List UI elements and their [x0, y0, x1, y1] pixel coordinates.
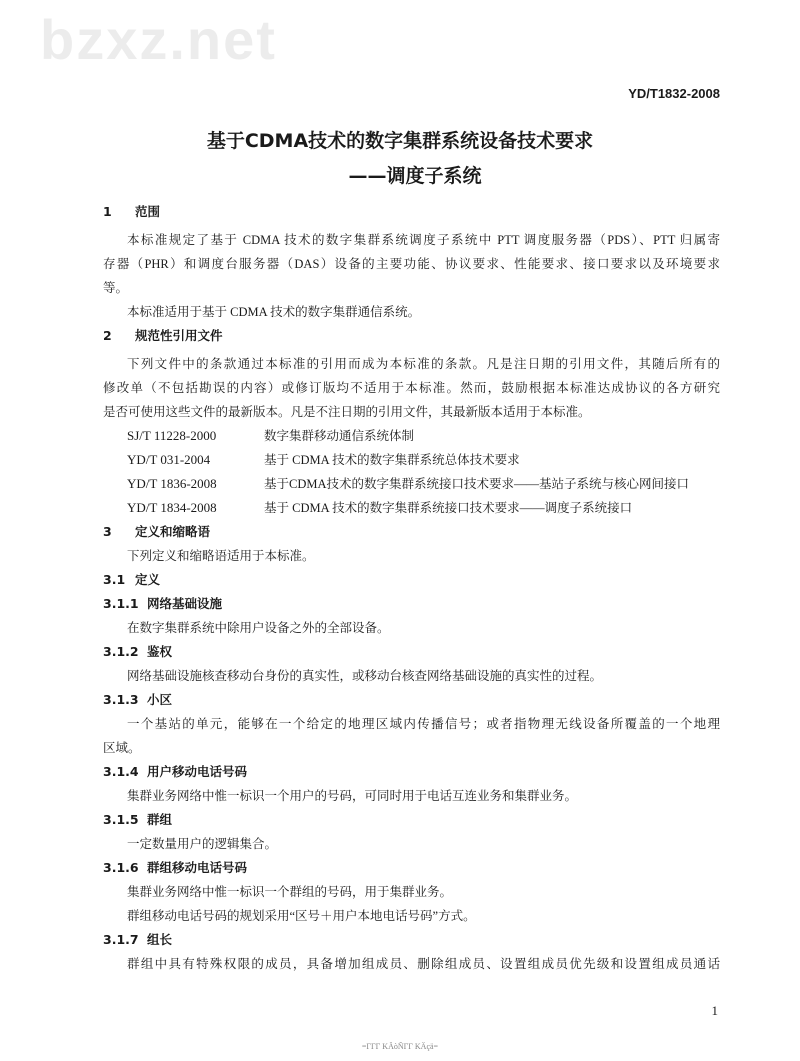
reference-title: 基于 CDMA 技术的数字集群系统总体技术要求	[264, 453, 520, 467]
document-subtitle: ——调度子系统	[348, 165, 482, 187]
definition-text: 一个基站的单元，能够在一个给定的地理区域内传播信号；或者指物理无线设备所覆盖的一个地理	[127, 717, 720, 731]
section-number: 3.1.6	[103, 860, 139, 875]
section-number: 3.1.1	[103, 596, 139, 611]
page-footer: =ΓΓΓ KÄòÑΓΓ KÄçä=	[361, 1042, 439, 1051]
section-title: 鉴权	[147, 644, 173, 659]
definition-heading	[103, 688, 720, 712]
section-number: 3.1	[103, 572, 126, 587]
section-number: 3.1.7	[103, 932, 139, 947]
section-number: 2	[103, 328, 112, 343]
reference-row	[103, 472, 720, 496]
definition-text: 在数字集群系统中除用户设备之外的全部设备。	[127, 621, 390, 635]
reference-title: 基于CDMA技术的数字集群系统接口技术要求——基站子系统与核心网间接口	[264, 477, 690, 491]
reference-row	[103, 496, 720, 520]
definition-heading	[103, 640, 720, 664]
reference-title: 数字集群移动通信系统体制	[264, 429, 415, 443]
section-title: 范围	[135, 204, 161, 219]
document-code: YD/T1832-2008	[628, 86, 720, 101]
section-title: 定义和缩略语	[135, 524, 211, 539]
reference-row	[103, 448, 720, 472]
document-title: 基于CDMA技术的数字集群系统设备技术要求	[206, 130, 594, 152]
definition-text: 一定数量用户的逻辑集合。	[127, 837, 278, 851]
paragraph: 本标准适用于基于 CDMA 技术的数字集群通信系统。	[127, 305, 421, 319]
section-title: 定义	[135, 572, 161, 587]
paragraph-line: 修改单（不包括勘误的内容）或修订版均不适用于本标准。然而，鼓励根据本标准达成协议的各方研究	[103, 381, 720, 395]
reference-code: YD/T 031-2004	[127, 452, 211, 467]
reference-code: YD/T 1834-2008	[127, 500, 217, 515]
section-number: 3.1.5	[103, 812, 139, 827]
section-title: 规范性引用文件	[135, 328, 223, 343]
section-number: 1	[103, 204, 112, 219]
definition-heading	[103, 760, 720, 784]
section-number: 3	[103, 524, 112, 539]
definition-heading	[103, 592, 720, 616]
paragraph-line: 等。	[103, 281, 129, 295]
page-number: 1	[711, 1003, 718, 1018]
definition-heading	[103, 928, 720, 952]
section-title: 小区	[147, 692, 173, 707]
paragraph-line: 是否可使用这些文件的最新版本。凡是不注日期的引用文件，其最新版本适用于本标准。	[103, 405, 591, 419]
section-title: 群组	[147, 812, 173, 827]
paragraph-line: 下列文件中的条款通过本标准的引用而成为本标准的条款。凡是注日期的引用文件，其随后所有的	[127, 357, 720, 371]
document-body	[103, 200, 720, 976]
section-number: 3.1.3	[103, 692, 139, 707]
definition-text: 群组移动电话号码的规划采用“区号＋用户本地电话号码”方式。	[127, 909, 476, 923]
definition-text: 集群业务网络中惟一标识一个群组的号码，用于集群业务。	[127, 885, 453, 899]
definition-text: 区域。	[103, 741, 141, 755]
reference-row	[103, 424, 720, 448]
subsection-heading-3-1	[103, 568, 720, 592]
section-title: 网络基础设施	[147, 596, 223, 611]
reference-code: YD/T 1836-2008	[127, 476, 217, 491]
section-title: 组长	[147, 932, 173, 947]
paragraph: 下列定义和缩略语适用于本标准。	[127, 549, 315, 563]
definition-heading	[103, 808, 720, 832]
definition-text: 群组中具有特殊权限的成员，具备增加组成员、删除组成员、设置组成员优先级和设置组成员通话	[127, 957, 720, 971]
section-heading-1	[103, 200, 720, 224]
section-number: 3.1.2	[103, 644, 139, 659]
section-heading-3	[103, 520, 720, 544]
section-heading-2	[103, 324, 720, 348]
reference-code: SJ/T 11228-2000	[127, 428, 217, 443]
watermark: bzxz.net	[40, 8, 277, 71]
paragraph-line: 本标准规定了基于 CDMA 技术的数字集群系统调度子系统中 PTT 调度服务器（PDS）、PTT 归属寄	[127, 233, 720, 247]
definition-text: 网络基础设施核查移动台身份的真实性，或移动台核查网络基础设施的真实性的过程。	[127, 669, 603, 683]
paragraph-line: 存器（PHR）和调度台服务器（DAS）设备的主要功能、协议要求、性能要求、接口要求以及环境要求	[103, 257, 720, 271]
reference-title: 基于 CDMA 技术的数字集群系统接口技术要求——调度子系统接口	[264, 501, 633, 515]
section-title: 群组移动电话号码	[147, 860, 248, 875]
definition-text: 集群业务网络中惟一标识一个用户的号码，可同时用于电话互连业务和集群业务。	[127, 789, 578, 803]
section-title: 用户移动电话号码	[147, 764, 248, 779]
definition-heading	[103, 856, 720, 880]
section-number: 3.1.4	[103, 764, 139, 779]
